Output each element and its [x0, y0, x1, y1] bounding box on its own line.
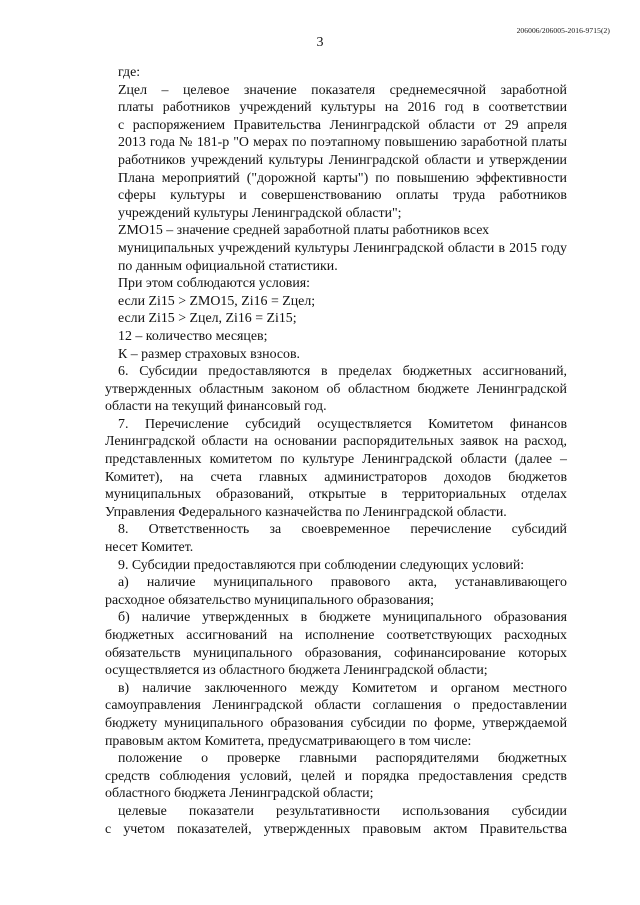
text-line: К – размер страховых взносов. [118, 346, 301, 362]
text-line: в) наличие заключенного между Комитетом и органом местного [118, 680, 567, 696]
text-line: осуществляется из областного бюджета Ленинградской области; [105, 663, 488, 679]
text-line: 12 – количество месяцев; [118, 328, 268, 344]
text-line: средств соблюдения условий, целей и порядка предоставления средств [105, 768, 567, 784]
text-line: бюджетных ассигнований на исполнение соответствующих расходных [105, 628, 567, 643]
text-line: При этом соблюдаются условия: [118, 276, 311, 292]
text-line: Ленинградской области на основании распорядительных заявок на расход, [105, 434, 567, 450]
text-line: области на текущий финансовый год. [105, 399, 327, 415]
text-line: целевые показатели результативности использования субсидии [118, 803, 567, 819]
text-line: Управления Федерального казначейства по Ленинградской области. [105, 504, 507, 520]
text-line: 9. Субсидии предоставляются при соблюдении следующих условий: [118, 557, 525, 573]
text-line: 7. Перечисление субсидий осуществляется Комитетом финансов [118, 416, 567, 432]
text-line: с распоряжением Правительства Ленинградской области от 29 апреля [118, 117, 567, 133]
text-line: работников учреждений культуры Ленинградской области и утверждении [118, 152, 567, 168]
text-line: сферы культуры и совершенствованию оплаты труда работников [118, 188, 567, 204]
text-line: утвержденных областным законом об областном бюджете Ленинградской [105, 381, 567, 397]
text-line: если Zi15 > Zцел, Zi16 = Zi15; [118, 311, 297, 327]
text-line: расходное обязательство муниципального образования; [105, 592, 435, 608]
text-line: 2013 года № 181-р "О мерах по поэтапному повышению заработной платы [118, 135, 567, 151]
page-number: 3 [316, 35, 324, 50]
document-body [105, 64, 567, 838]
text-line: областного бюджета Ленинградской области; [105, 786, 374, 802]
text-line: а) наличие муниципального правового акта, устанавливающего [118, 575, 567, 591]
text-line: учреждений культуры Ленинградской области"; [118, 205, 402, 221]
text-line: 6. Субсидии предоставляются в пределах бюджетных ассигнований, [118, 364, 567, 380]
text-line: Плана мероприятий ("дорожной карты") по повышению эффективности [118, 170, 567, 186]
text-line: положение о проверке главными распорядителями бюджетных [118, 751, 567, 767]
text-line: Комитет), на счета главных администраторов доходов бюджетов [105, 469, 567, 485]
text-line: 8. Ответственность за своевременное перечисление субсидий [118, 522, 567, 538]
text-line: обязательств муниципального образования, софинансирование которых [105, 645, 567, 661]
text-line: самоуправления Ленинградской области соглашения о предоставлении [105, 698, 567, 714]
text-line: представленных комитетом по культуре Ленинградской области (далее – [105, 452, 567, 468]
text-line: бюджету муниципального образования субсидии по форме, утверждаемой [105, 715, 567, 731]
text-line: если Zi15 > ZMO15, Zi16 = Zцел; [118, 293, 316, 309]
text-line: платы работников учреждений культуры на 2016 год в соответствии [118, 100, 567, 116]
document-id: 206006/206005-2016-9715(2) [516, 26, 610, 35]
text-line: Zцел – целевое значение показателя среднемесячной заработной [118, 82, 567, 98]
text-line: по данным официальной статистики. [118, 258, 338, 274]
text-line: правовым актом Комитета, предусматривающего в том числе: [105, 733, 472, 749]
text-line: муниципальных учреждений культуры Ленинградской области в 2015 году [118, 240, 567, 256]
text-line: с учетом показателей, утвержденных правовым актом Правительства [105, 821, 567, 837]
text-line: муниципальных образований, открытые в территориальных отделах [105, 487, 567, 503]
text-line: б) наличие утвержденных в бюджете муниципального образования [118, 610, 567, 626]
text-line: где: [118, 65, 141, 80]
text-line: ZMO15 – значение средней заработной платы работников всех [118, 223, 490, 239]
text-line: несет Комитет. [105, 540, 194, 556]
